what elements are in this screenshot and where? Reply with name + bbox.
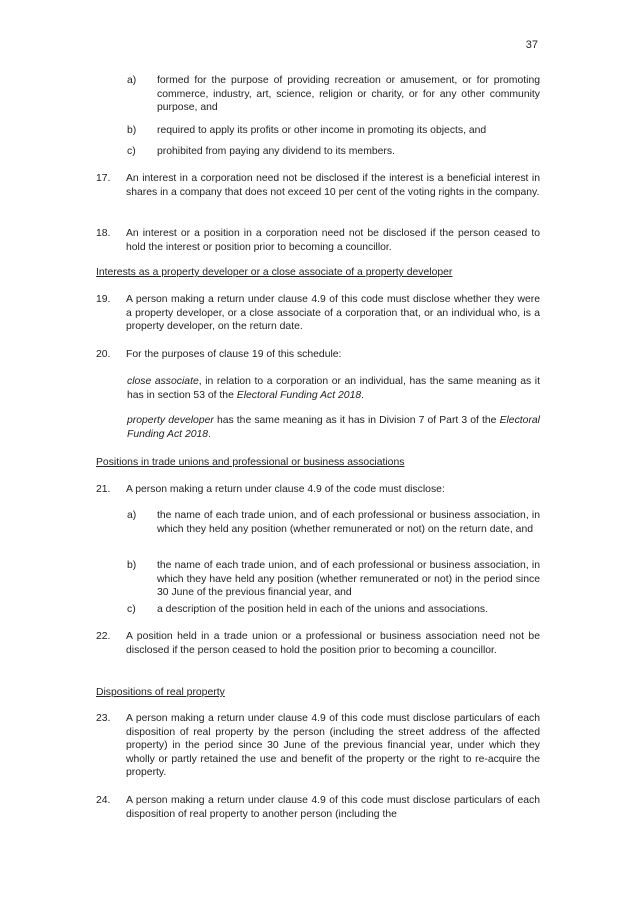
list-item xyxy=(127,145,540,159)
item-text: the name of each trade union, and of each professional or business association, in which they held any position (whether remunerated or not) on the return date, and xyxy=(157,510,540,535)
clause-text: An interest in a corporation need not be disclosed if the interest is a beneficial interest in shares in a company that does not exceed 10 per cent of the voting rights in the company. xyxy=(126,173,540,198)
clause-number: 20. xyxy=(96,349,111,360)
definition-end: . xyxy=(208,428,211,440)
definition-close-associate xyxy=(127,375,540,402)
item-text: the name of each trade union, and of each professional or business association, in which they have held any position (whether remunerated or not) in the period since 30 June of the previous financial year, and xyxy=(157,560,540,599)
clause-17 xyxy=(96,172,540,199)
clause-18 xyxy=(96,227,540,254)
clause-text: A person making a return under clause 4.9 of the code must disclose: xyxy=(126,484,445,495)
item-label: c) xyxy=(127,604,136,615)
defined-term: property developer xyxy=(127,415,214,426)
clause-21 xyxy=(96,483,540,497)
item-text: prohibited from paying any dividend to its members. xyxy=(157,146,395,157)
item-label: a) xyxy=(127,510,137,521)
item-text: a description of the position held in each of the unions and associations. xyxy=(157,604,488,615)
clause-number: 23. xyxy=(96,713,111,724)
clause-number: 19. xyxy=(96,294,111,305)
item-label: b) xyxy=(127,125,137,136)
clause-24 xyxy=(96,794,540,821)
section-heading: Interests as a property developer or a close associate of a property developer xyxy=(96,267,453,278)
clause-23 xyxy=(96,712,540,780)
act-title: Electoral Funding Act 2018 xyxy=(127,415,540,440)
section-heading: Positions in trade unions and professional or business associations xyxy=(96,457,405,468)
list-item xyxy=(127,509,540,536)
clause-text: A person making a return under clause 4.9 of this code must disclose particulars of each disposition of real property by the person (including the street address of the affected property) in the period since 30 June of the previous financial year, under which they wholly or partly retained the use and benefit of the property or the right to re-acquire the property. xyxy=(126,713,540,779)
defined-term: close associate xyxy=(127,376,199,387)
clause-number: 21. xyxy=(96,484,111,495)
clause-number: 17. xyxy=(96,173,111,184)
section-heading: Dispositions of real property xyxy=(96,687,225,698)
act-title: Electoral Funding Act 2018 xyxy=(236,389,362,401)
clause-text: A position held in a trade union or a professional or business association need not be disclosed if the person ceased to hold the position prior to becoming a councillor. xyxy=(126,631,540,656)
definition-text: has the same meaning as it has in Division 7 of Part 3 of the xyxy=(213,415,500,426)
clause-19 xyxy=(96,293,540,334)
clause-text: A person making a return under clause 4.9 of this code must disclose particulars of each disposition of real property to another person (including the xyxy=(126,795,540,820)
clause-text: An interest or a position in a corporation need not be disclosed if the person ceased to hold the interest or position prior to becoming a councillor. xyxy=(126,228,540,253)
definition-text: , in relation to a corporation or an individual, has the same meaning as it has in section 53 of the xyxy=(127,376,540,401)
clause-number: 18. xyxy=(96,228,111,239)
item-text: required to apply its profits or other income in promoting its objects, and xyxy=(157,125,487,136)
clause-20 xyxy=(96,348,540,362)
list-item xyxy=(127,124,540,138)
clause-number: 24. xyxy=(96,795,111,806)
item-label: b) xyxy=(127,560,137,571)
list-item xyxy=(127,559,540,600)
item-text: formed for the purpose of providing recreation or amusement, or for promoting commerce, industry, art, science, religion or charity, or for any other community purpose, and xyxy=(157,75,540,114)
list-item xyxy=(127,603,540,617)
item-label: a) xyxy=(127,75,137,86)
clause-22 xyxy=(96,630,540,657)
page-number: 37 xyxy=(525,39,538,51)
clause-text: For the purposes of clause 19 of this schedule: xyxy=(126,349,342,360)
clause-text: A person making a return under clause 4.9 of this code must disclose whether they were a property developer, or a close associate of a corporation that, or an individual who, is a property developer, on the return date. xyxy=(126,294,540,333)
list-item xyxy=(127,74,540,115)
clause-number: 22. xyxy=(96,631,111,642)
definition-property-developer xyxy=(127,414,540,441)
item-label: c) xyxy=(127,146,136,157)
definition-end: . xyxy=(361,389,365,401)
